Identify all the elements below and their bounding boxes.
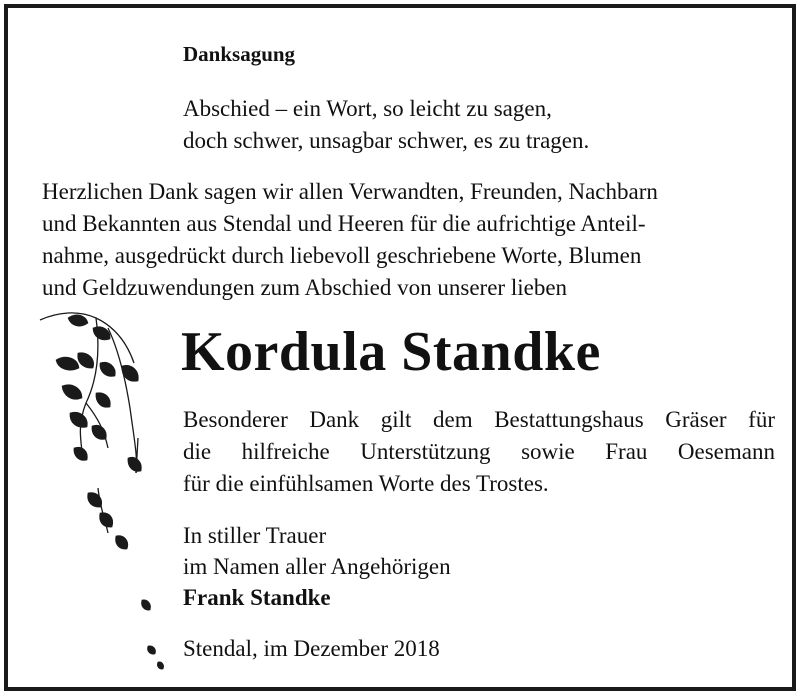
verse [183,93,589,157]
mourning-block [183,520,451,613]
thanks-line: und Bekannten aus Stendal und Heeren für die aufrichtige Anteil- [42,211,646,236]
verse-line: doch schwer, unsagbar schwer, es zu tragen. [183,128,590,153]
thanks-line: nahme, ausgedrückt durch liebevoll geschriebene Worte, Blumen [42,243,642,268]
mourning-line: im Namen aller Angehörigen [183,554,451,579]
special-thanks-line: die hilfreiche Unterstützung sowie Frau Oesemann [183,439,775,464]
thanks-line: und Geldzuwendungen zum Abschied von unserer lieben [42,275,568,300]
deceased-name: Kordula Standke [181,321,601,383]
place-date: Stendal, im Dezember 2018 [183,636,440,661]
verse-line: Abschied – ein Wort, so leicht zu sagen, [183,96,552,121]
obituary-frame [4,4,796,691]
special-thanks-line: Besonderer Dank gilt dem Bestattungshaus Gräser für [183,407,775,432]
signer-name: Frank Standke [183,585,331,610]
thanks-line: Herzlichen Dank sagen wir allen Verwandten, Freunden, Nachbarn [42,179,658,204]
mourning-line: In stiller Trauer [183,523,327,548]
birch-branch-icon [38,308,188,688]
special-thanks-line: für die einfühlsamen Worte des Trostes. [183,471,549,496]
heading: Danksagung [183,42,296,66]
thanks-paragraph [42,176,782,304]
special-thanks-paragraph [183,404,775,500]
